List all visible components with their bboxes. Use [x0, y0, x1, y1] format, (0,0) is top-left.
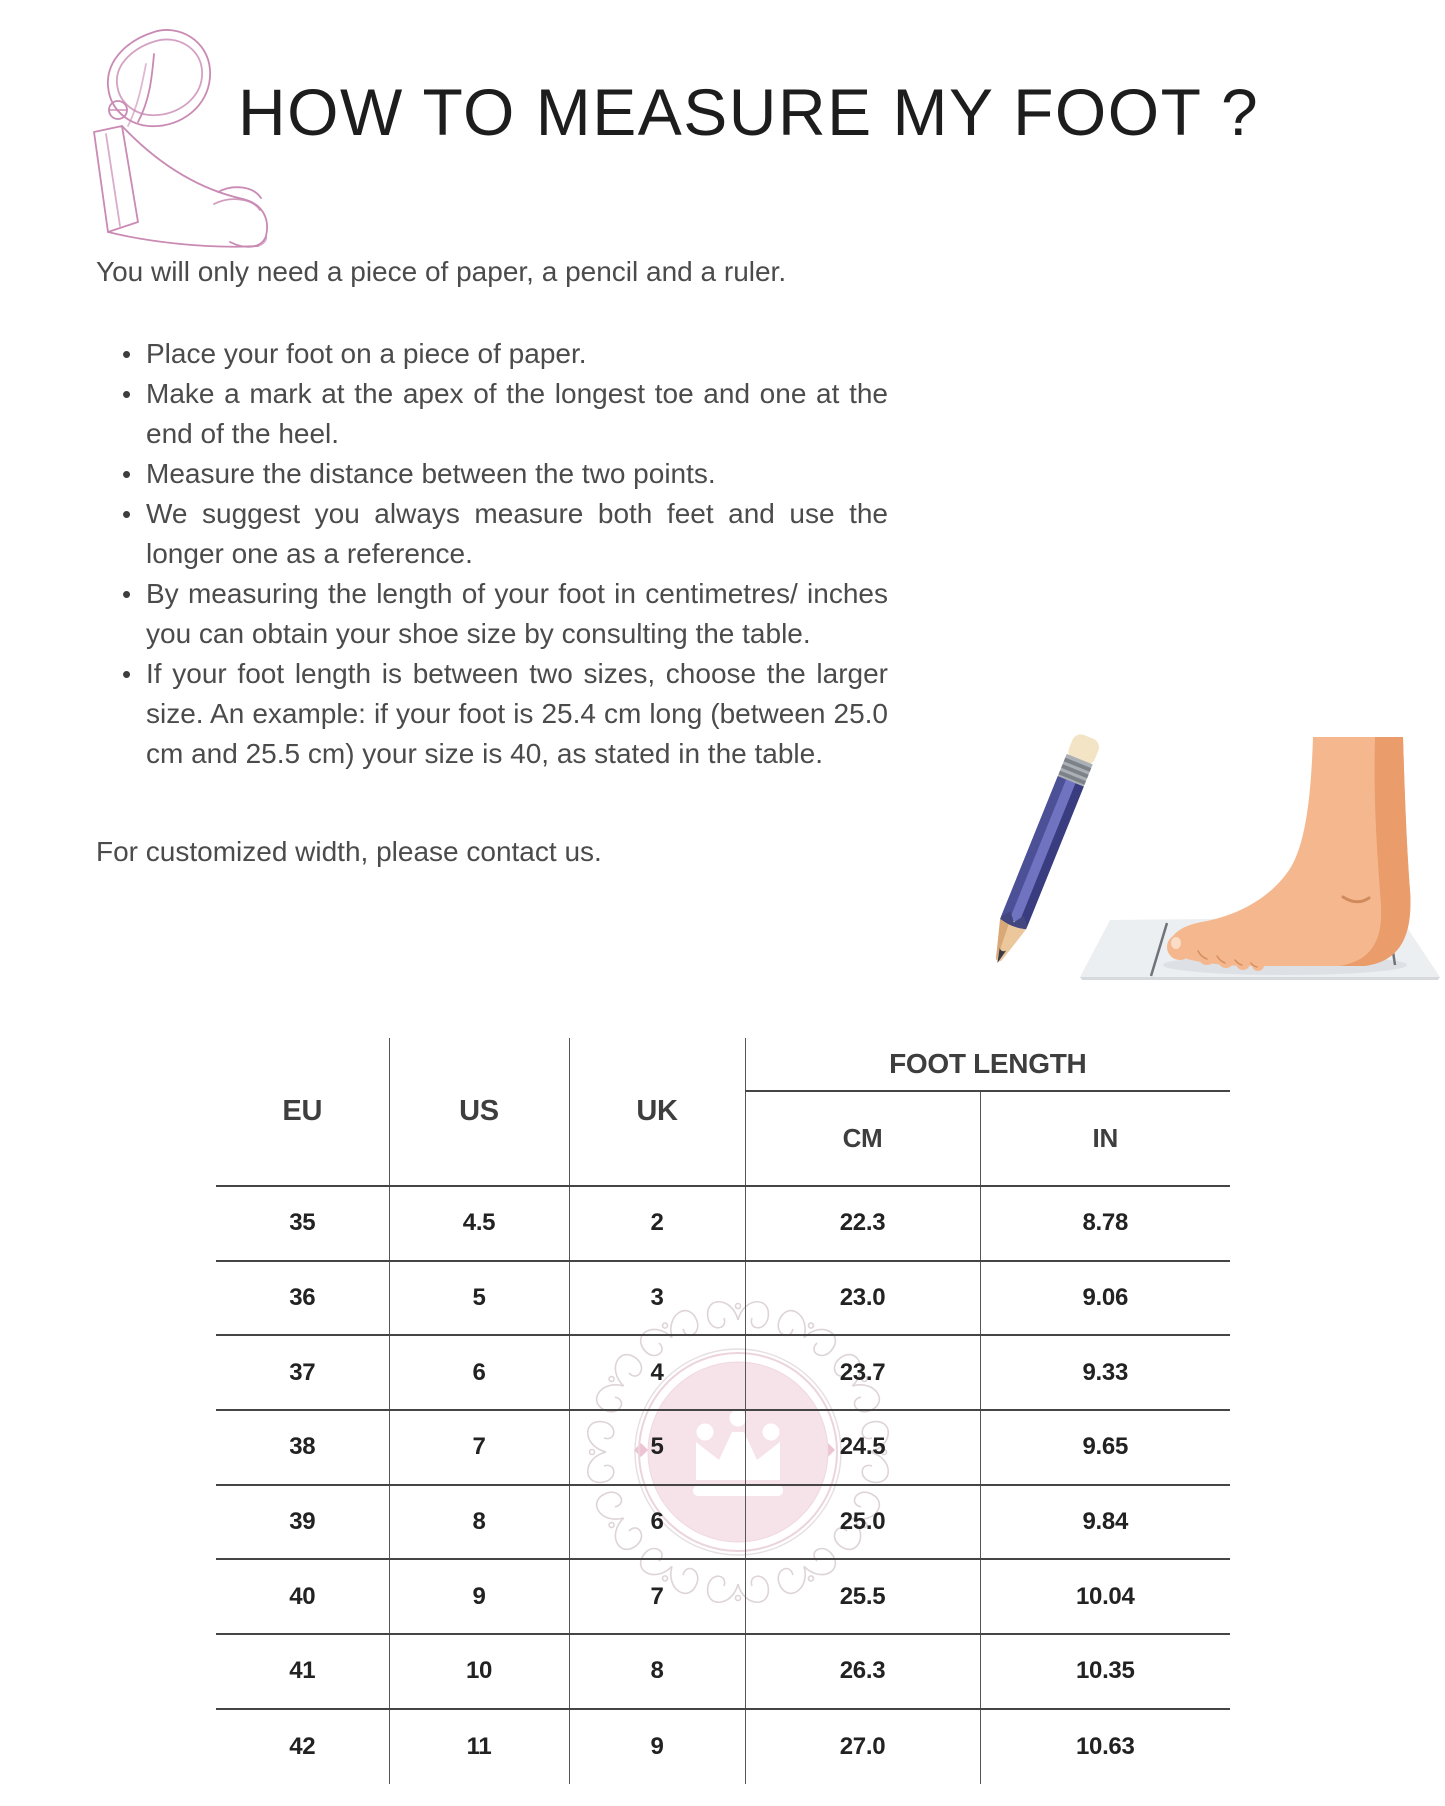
size-cell-in: 9.84 [980, 1485, 1230, 1560]
col-header-eu: EU [216, 1038, 389, 1186]
size-cell-eu: 36 [216, 1261, 389, 1336]
size-cell-in: 9.65 [980, 1410, 1230, 1485]
pencil-icon [984, 732, 1101, 969]
size-cell-uk: 8 [569, 1634, 745, 1709]
size-cell-in: 10.35 [980, 1634, 1230, 1709]
size-row [216, 1410, 1230, 1485]
contact-note: For customized width, please contact us. [96, 836, 602, 867]
size-cell-eu: 38 [216, 1410, 389, 1485]
size-cell-eu: 40 [216, 1559, 389, 1634]
size-cell-us: 4.5 [389, 1186, 569, 1261]
size-cell-us: 7 [389, 1410, 569, 1485]
size-cell-us: 9 [389, 1559, 569, 1634]
page-title: HOW TO MEASURE MY FOOT ? [238, 75, 1260, 149]
size-row [216, 1634, 1230, 1709]
size-cell-eu: 41 [216, 1634, 389, 1709]
size-cell-cm: 25.5 [745, 1559, 980, 1634]
size-cell-us: 10 [389, 1634, 569, 1709]
size-cell-in: 8.78 [980, 1186, 1230, 1261]
size-cell-cm: 24.5 [745, 1410, 980, 1485]
size-row [216, 1485, 1230, 1560]
size-row [216, 1709, 1230, 1784]
size-cell-uk: 4 [569, 1335, 745, 1410]
size-row [216, 1186, 1230, 1261]
size-cell-uk: 9 [569, 1709, 745, 1784]
size-cell-cm: 27.0 [745, 1709, 980, 1784]
size-cell-cm: 22.3 [745, 1186, 980, 1261]
instruction-item: • If your foot length is between two sizes, choose the larger size. An example: if your foot is 25.4 cm long (between 25.0 cm and 25.5 cm) your size is 40, as stated in the table. [146, 654, 888, 774]
col-header-foot-length: FOOT LENGTH [745, 1038, 1230, 1091]
size-cell-eu: 37 [216, 1335, 389, 1410]
size-cell-us: 6 [389, 1335, 569, 1410]
pencil-foot-illustration-icon [915, 635, 1445, 985]
size-cell-uk: 7 [569, 1559, 745, 1634]
size-chart-table [216, 1038, 1230, 1784]
size-cell-cm: 23.7 [745, 1335, 980, 1410]
instruction-item: • Place your foot on a piece of paper. [146, 334, 888, 374]
size-cell-eu: 35 [216, 1186, 389, 1261]
size-cell-uk: 2 [569, 1186, 745, 1261]
size-cell-uk: 3 [569, 1261, 745, 1336]
size-cell-cm: 23.0 [745, 1261, 980, 1336]
size-cell-in: 10.04 [980, 1559, 1230, 1634]
size-cell-us: 5 [389, 1261, 569, 1336]
size-row [216, 1335, 1230, 1410]
size-cell-in: 10.63 [980, 1709, 1230, 1784]
col-header-cm: CM [745, 1091, 980, 1186]
size-cell-cm: 25.0 [745, 1485, 980, 1560]
size-cell-us: 11 [389, 1709, 569, 1784]
size-cell-uk: 5 [569, 1410, 745, 1485]
intro-text: You will only need a piece of paper, a pencil and a ruler. [96, 256, 787, 287]
size-cell-uk: 6 [569, 1485, 745, 1560]
size-cell-in: 9.06 [980, 1261, 1230, 1336]
size-cell-eu: 39 [216, 1485, 389, 1560]
size-cell-cm: 26.3 [745, 1634, 980, 1709]
size-row [216, 1559, 1230, 1634]
instruction-item: • By measuring the length of your foot in centimetres/ inches you can obtain your shoe size by consulting the table. [146, 574, 888, 654]
size-cell-in: 9.33 [980, 1335, 1230, 1410]
col-header-in: IN [980, 1091, 1230, 1186]
size-row [216, 1261, 1230, 1336]
size-cell-eu: 42 [289, 1732, 316, 1760]
size-cell-us: 8 [389, 1485, 569, 1560]
col-header-us: US [389, 1038, 569, 1186]
instructions-list [146, 334, 888, 774]
instruction-item: • Make a mark at the apex of the longest toe and one at the end of the heel. [146, 374, 888, 454]
col-header-uk: UK [569, 1038, 745, 1186]
instruction-item: • We suggest you always measure both feet and use the longer one as a reference. [146, 494, 888, 574]
instruction-item: • Measure the distance between the two points. [146, 454, 888, 494]
